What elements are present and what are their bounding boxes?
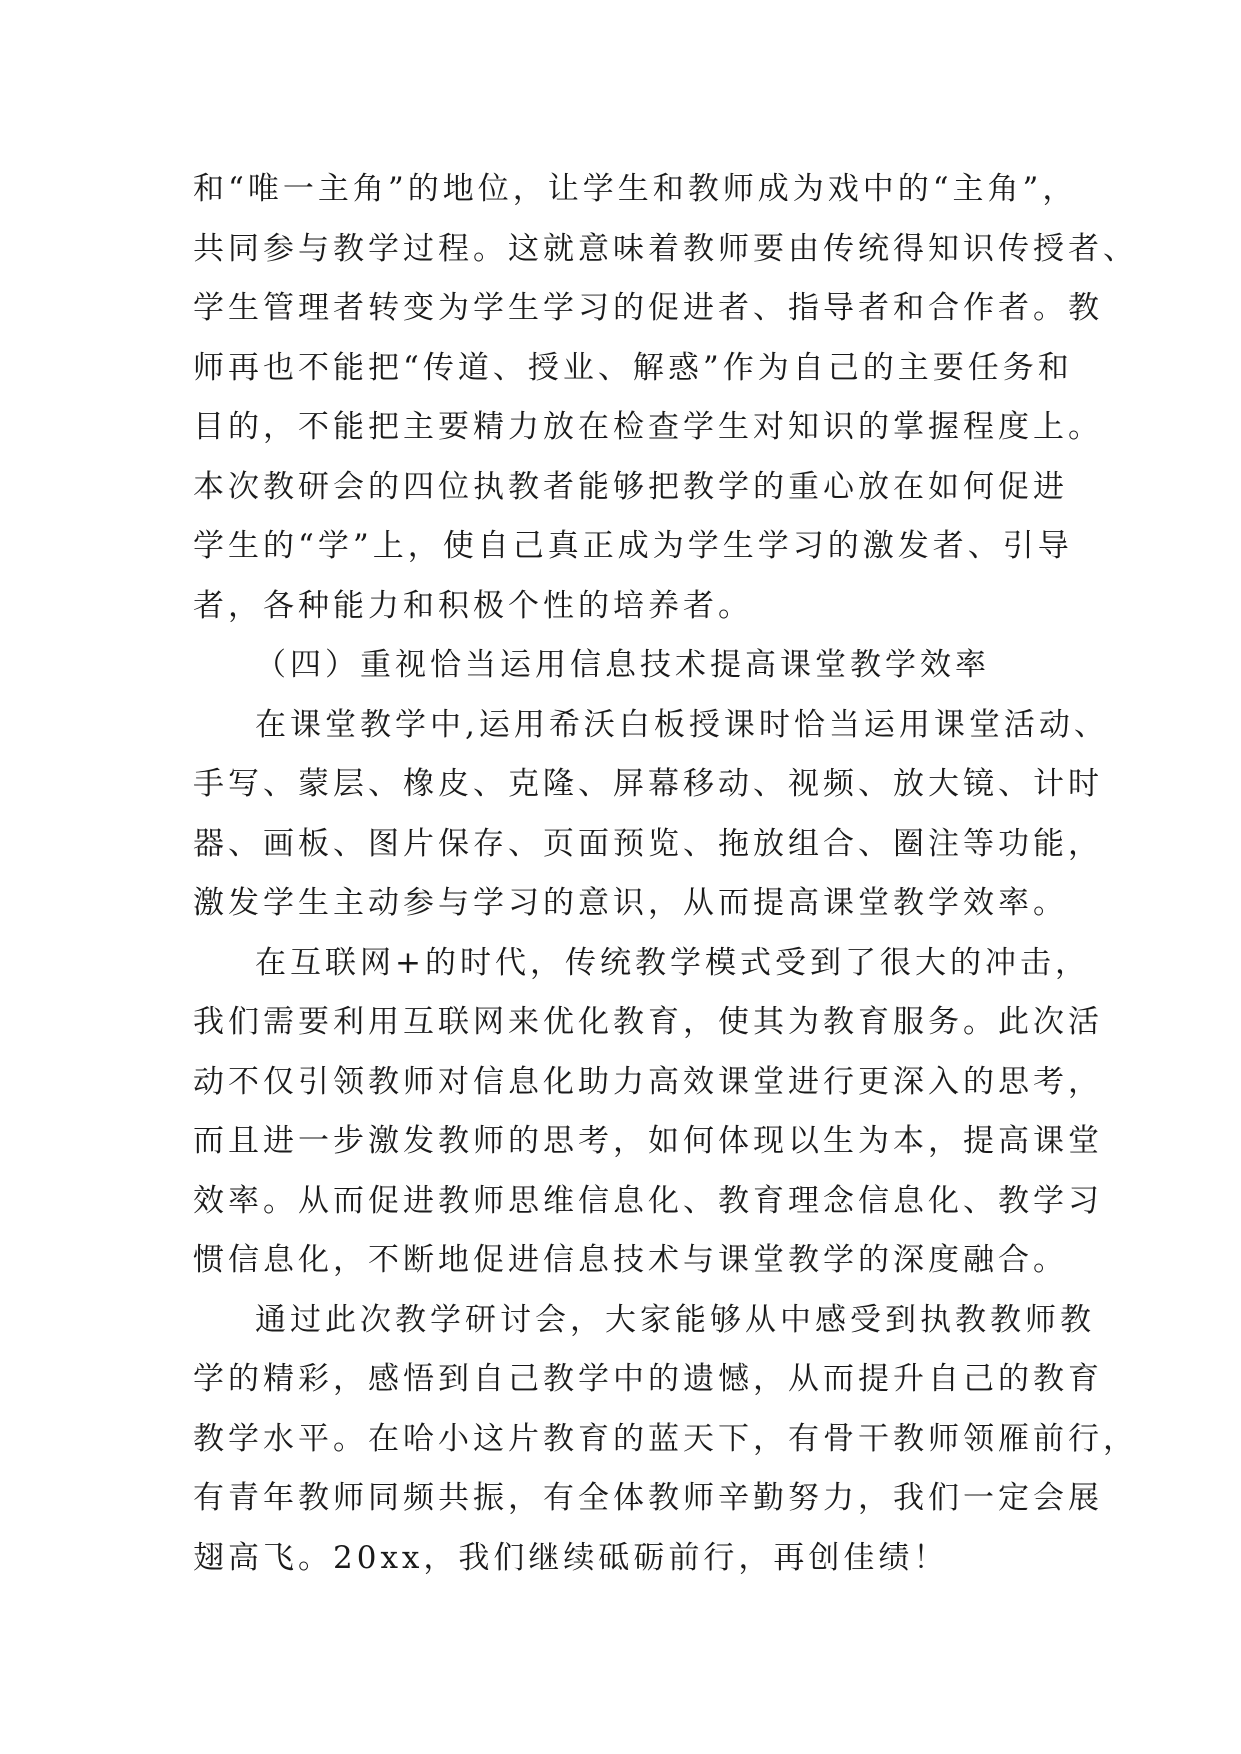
paragraph-first-line: 在课堂教学中,运用希沃白板授课时恰当运用课堂活动、 bbox=[255, 706, 1109, 743]
text-line: 效率。从而促进教师思维信息化、教育理念信息化、教学习 bbox=[193, 1182, 1103, 1219]
text-line: 学生的“学”上，使自己真正成为学生学习的激发者、引导 bbox=[193, 528, 1073, 564]
text-line: 手写、蒙层、橡皮、克隆、屏幕移动、视频、放大镜、计时 bbox=[193, 766, 1103, 802]
text-line: 师再也不能把“传道、授业、解惑”作为自己的主要任务和 bbox=[193, 349, 1073, 386]
text-line: 学的精彩，感悟到自己教学中的遗憾，从而提升自己的教育 bbox=[193, 1361, 1103, 1397]
paragraph-first-line: 通过此次教学研讨会，大家能够从中感受到执教教师教 bbox=[255, 1301, 1095, 1338]
text-line: 动不仅引领教师对信息化助力高效课堂进行更深入的思考， bbox=[193, 1063, 1103, 1100]
text-line: 者，各种能力和积极个性的培养者。 bbox=[193, 587, 753, 624]
text-line: 我们需要利用互联网来优化教育，使其为教育服务。此次活 bbox=[193, 1004, 1103, 1040]
text-line: 本次教研会的四位执教者能够把教学的重心放在如何促进 bbox=[193, 468, 1068, 505]
text-line: 而且进一步激发教师的思考，如何体现以生为本，提高课堂 bbox=[193, 1123, 1103, 1159]
text-line: 翅高飞。20xx，我们继续砥砺前行，再创佳绩！ bbox=[193, 1539, 949, 1576]
document-body bbox=[193, 160, 1138, 1588]
text-line: 器、画板、图片保存、页面预览、拖放组合、圈注等功能， bbox=[193, 825, 1103, 862]
text-line: 目的，不能把主要精力放在检查学生对知识的掌握程度上。 bbox=[193, 409, 1103, 445]
text-line: 和“唯一主角”的地位，让学生和教师成为戏中的“主角”， bbox=[193, 171, 1078, 207]
paragraph-first-line: 在互联网+的时代，传统教学模式受到了很大的冲击， bbox=[255, 944, 1090, 981]
text-line: 学生管理者转变为学生学习的促进者、指导者和合作者。教 bbox=[193, 290, 1103, 326]
text-line: 激发学生主动参与学习的意识，从而提高课堂教学效率。 bbox=[193, 885, 1068, 921]
text-line: 有青年教师同频共振，有全体教师辛勤努力，我们一定会展 bbox=[193, 1480, 1103, 1516]
text-line: 惯信息化，不断地促进信息技术与课堂教学的深度融合。 bbox=[193, 1242, 1068, 1278]
text-line: 共同参与教学过程。这就意味着教师要由传统得知识传授者、 bbox=[193, 230, 1138, 267]
text-line: 教学水平。在哈小这片教育的蓝天下，有骨干教师领雁前行， bbox=[193, 1420, 1138, 1457]
section-heading: （四）重视恰当运用信息技术提高课堂教学效率 bbox=[255, 647, 990, 683]
